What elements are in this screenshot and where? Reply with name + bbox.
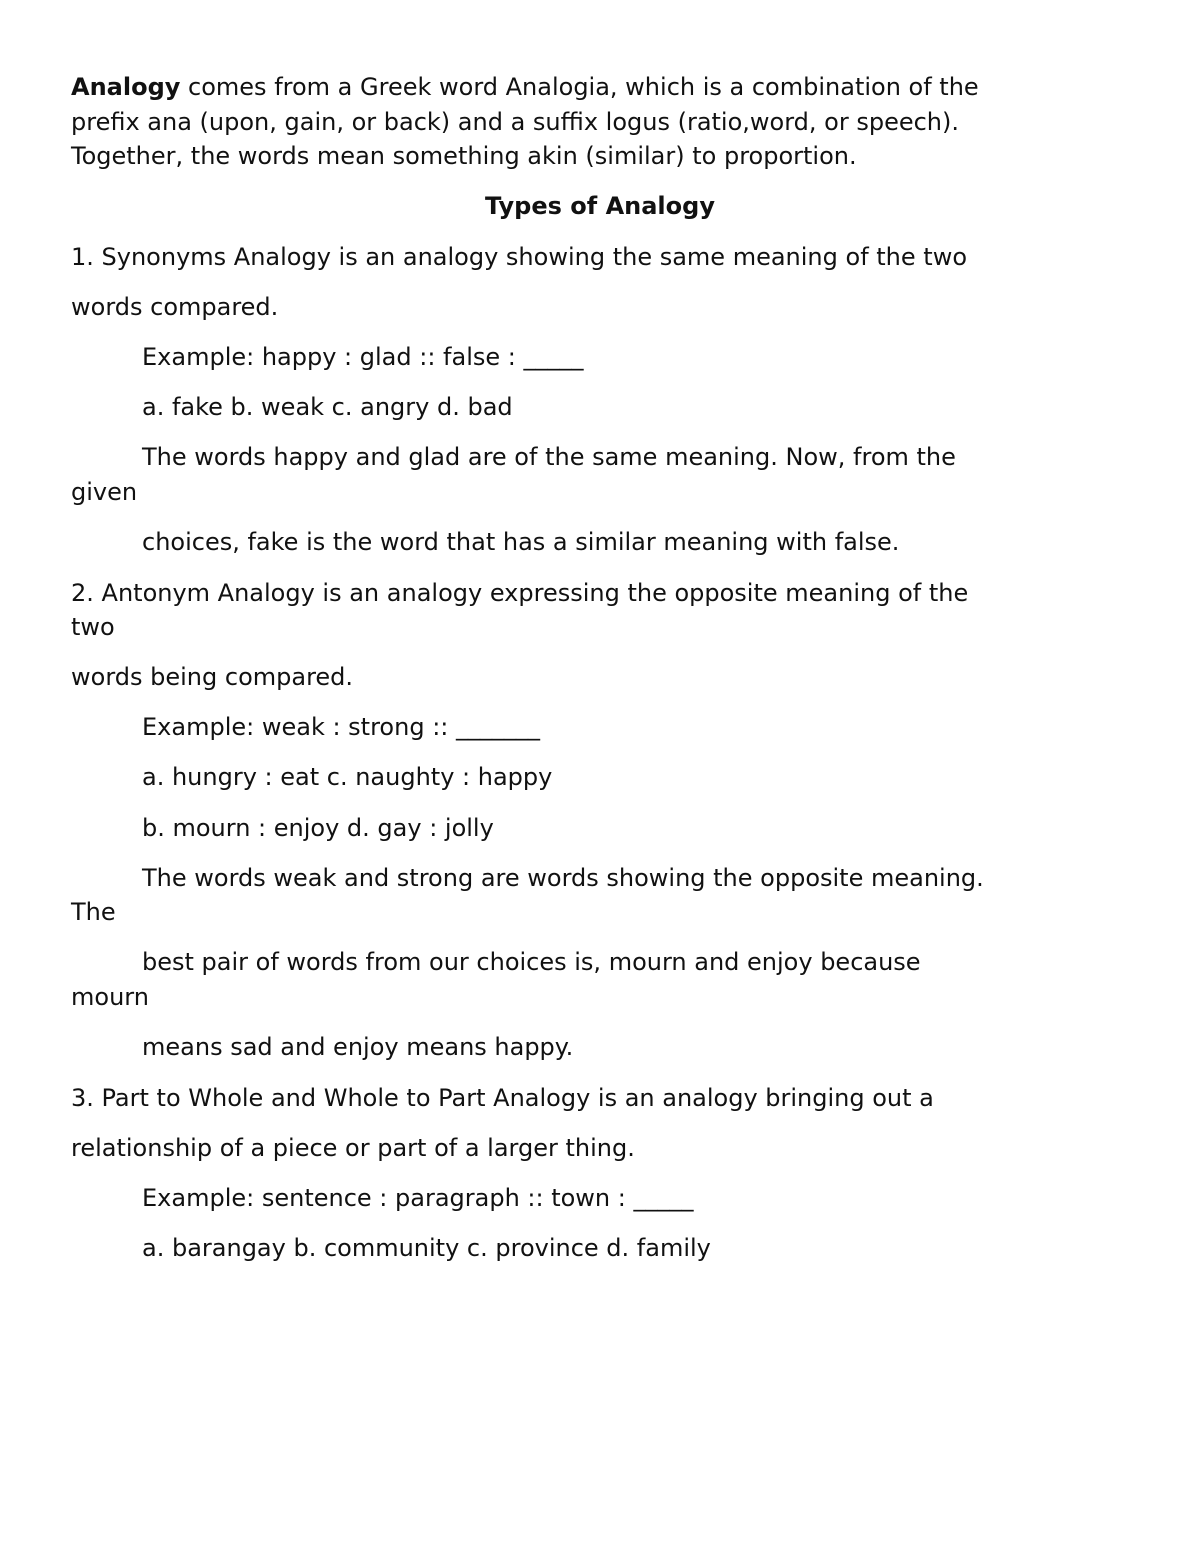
- part-whole-choices: a. barangay b. community c. province d. family: [142, 1234, 711, 1262]
- antonym-explanation-wrap-2: mourn: [71, 983, 149, 1011]
- synonyms-explanation-line-2: choices, fake is the word that has a similar meaning with false.: [142, 528, 900, 556]
- synonyms-definition-line-1: 1. Synonyms Analogy is an analogy showing the same meaning of the two: [71, 243, 968, 271]
- part-whole-definition-line-1: 3. Part to Whole and Whole to Part Analogy is an analogy bringing out a: [71, 1084, 934, 1112]
- synonyms-explanation-wrap: given: [71, 478, 138, 506]
- antonym-choices-1: a. hungry : eat c. naughty : happy: [142, 763, 553, 791]
- antonym-explanation-line-3: means sad and enjoy means happy.: [142, 1033, 574, 1061]
- antonym-definition-line-1: 2. Antonym Analogy is an analogy expressing the opposite meaning of the: [71, 579, 969, 607]
- antonym-example: Example: weak : strong :: _______: [142, 713, 540, 741]
- synonyms-explanation-line-1: The words happy and glad are of the same meaning. Now, from the: [142, 443, 956, 471]
- antonym-explanation-wrap-1: The: [71, 898, 116, 926]
- synonyms-example: Example: happy : glad :: false : _____: [142, 343, 584, 371]
- antonym-definition-wrap: two: [71, 613, 115, 641]
- synonyms-choices: a. fake b. weak c. angry d. bad: [142, 393, 513, 421]
- antonym-explanation-line-2: best pair of words from our choices is, mourn and enjoy because: [142, 948, 921, 976]
- antonym-definition-line-2: words being compared.: [71, 663, 354, 691]
- intro-term: Analogy: [71, 73, 181, 101]
- synonyms-definition-line-2: words compared.: [71, 293, 279, 321]
- intro-line-2: prefix ana (upon, gain, or back) and a suffix logus (ratio,word, or speech).: [71, 108, 960, 136]
- antonym-choices-2: b. mourn : enjoy d. gay : jolly: [142, 814, 494, 842]
- intro-line-3: Together, the words mean something akin (similar) to proportion.: [71, 142, 857, 170]
- antonym-explanation-line-1: The words weak and strong are words showing the opposite meaning.: [142, 864, 984, 892]
- part-whole-example: Example: sentence : paragraph :: town : _____: [142, 1184, 694, 1212]
- intro-line-1-rest: comes from a Greek word Analogia, which is a combination of the: [180, 73, 979, 101]
- intro-line-1: [71, 72, 979, 102]
- section-heading: Types of Analogy: [485, 192, 715, 220]
- part-whole-definition-line-2: relationship of a piece or part of a larger thing.: [71, 1134, 635, 1162]
